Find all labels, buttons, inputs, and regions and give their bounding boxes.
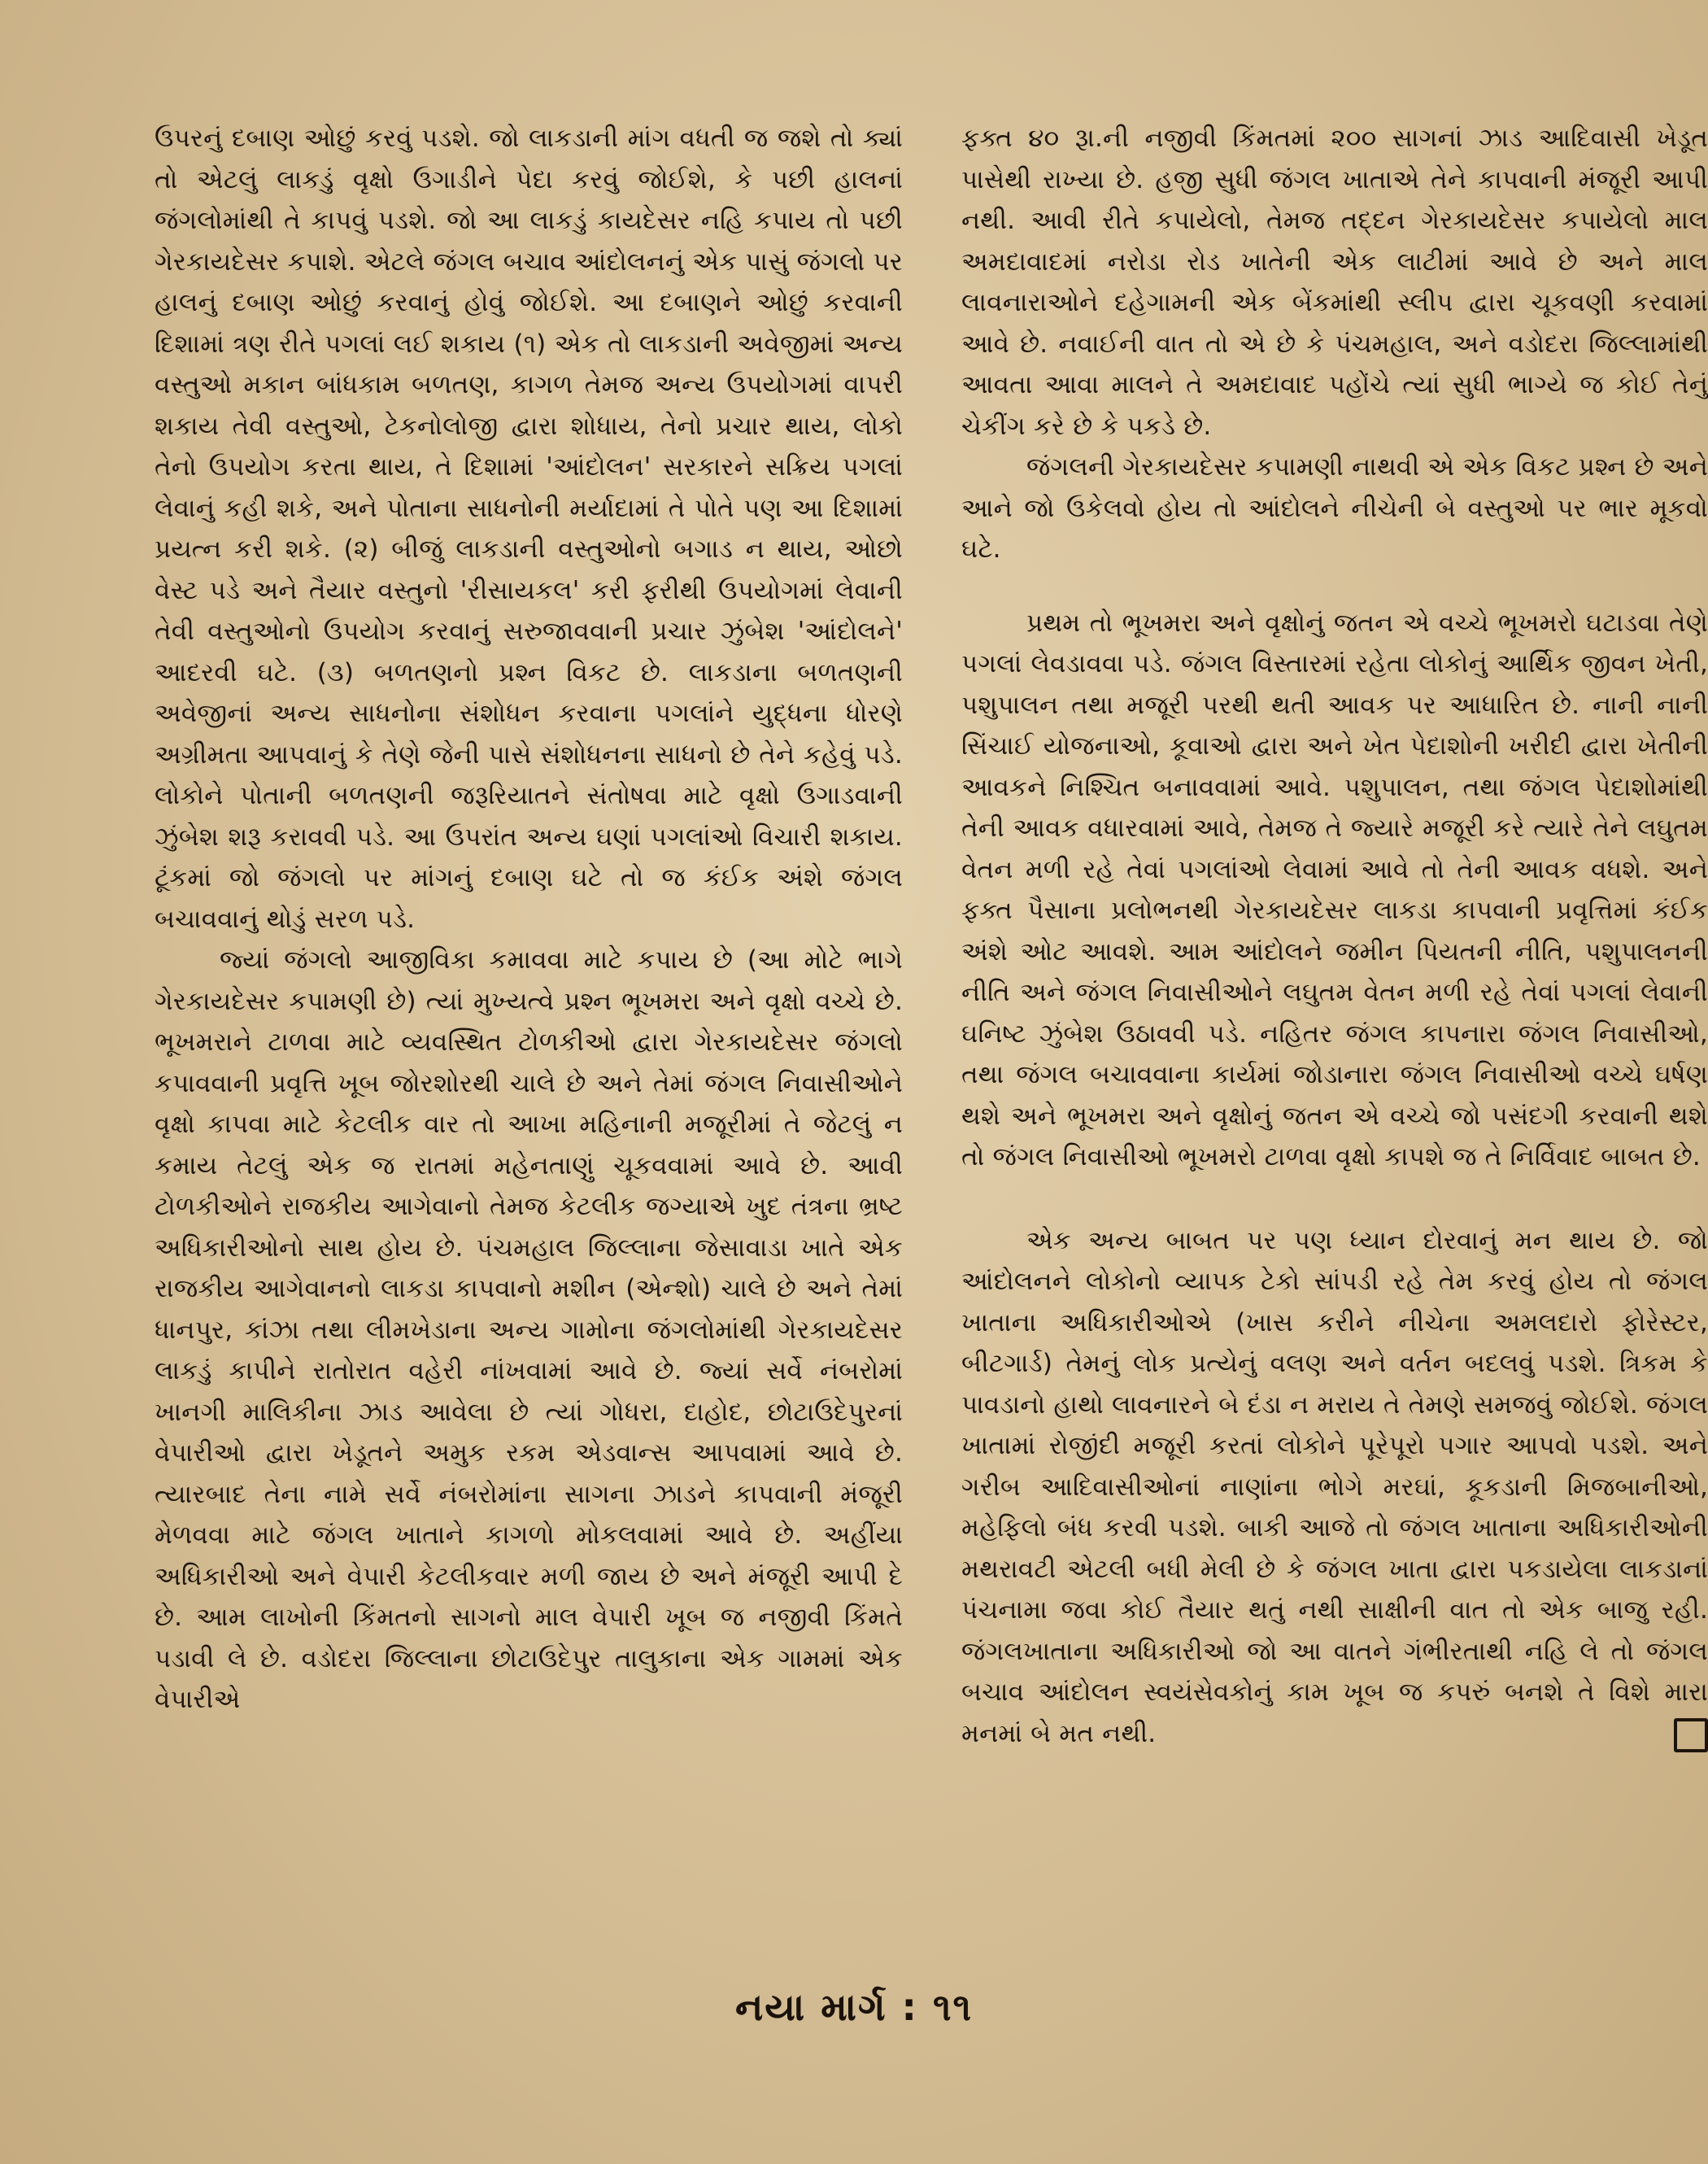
paragraph-gap (961, 570, 1708, 603)
paragraph-gap (961, 1178, 1708, 1220)
right-paragraph-1: ફક્ત ૪૦ રૂા.ની નજીવી કિંમતમાં ૨૦૦ સાગનાં ઝાડ આદિવાસી ખેડૂત પાસેથી રાખ્યા છે. હજી સુધી જંગલ ખાતાએ તેને કાપવાની મંજૂરી આપી નથી. આવી રીતે કપાયેલો, તેમજ તદ્દન ગેરકાયદેસર કપાયેલો માલ અમદાવાદમાં નરોડા રોડ ખાતેની એક લાટીમાં આવે છે અને માલ લાવનારાઓને દહેગામની એક બેંકમાંથી સ્લીપ દ્વારા ચૂકવણી કરવામાં આવે છે. નવાઈની વાત તો એ છે કે પંચમહાલ, અને વડોદરા જિલ્લામાંથી આવતા આવા માલને તે અમદાવાદ પહોંચે ત્યાં સુધી ભાગ્યે જ કોઈ તેનું ચેકીંગ કરે છે કે પકડે છે. (961, 124, 1708, 441)
right-paragraph-2: જંગલની ગેરકાયદેસર કપામણી નાથવી એ એક વિકટ પ્રશ્ન છે અને આને જો ઉકેલવો હોય તો આંદોલને નીચેની બે વસ્તુઓ પર ભાર મૂકવો ઘટે. (961, 452, 1708, 564)
right-paragraph-4 (961, 1220, 1708, 1755)
right-column (961, 118, 1708, 1754)
left-paragraph-2: જ્યાં જંગલો આજીવિકા કમાવવા માટે કપાય છે (આ મોટે ભાગે ગેરકાયદેસર કપામણી છે) ત્યાં મુખ્યત્વે પ્રશ્ન ભૂખમરા અને વૃક્ષો વચ્ચે છે. ભૂખમરાને ટાળવા માટે વ્યવસ્થિત ટોળકીઓ દ્વારા ગેરકાયદેસર જંગલો કપાવવાની પ્રવૃત્તિ ખૂબ જોરશોરથી ચાલે છે અને તેમાં જંગલ નિવાસીઓને વૃક્ષો કાપવા માટે કેટલીક વાર તો આખા મહિનાની મજૂરીમાં તે જેટલું ન કમાય તેટલું એક જ રાતમાં મહેનતાણું ચૂકવવામાં આવે છે. આવી ટોળકીઓને રાજકીય આગેવાનો તેમજ કેટલીક જગ્યાએ ખુદ તંત્રના ભ્રષ્ટ અધિકારીઓનો સાથ હોય છે. પંચમહાલ જિલ્લાના જેસાવાડા ખાતે એક રાજકીય આગેવાનનો લાકડા કાપવાનો મશીન (એન્શો) ચાલે છે અને તેમાં ધાનપુર, કાંઝા તથા લીમખેડાના અન્ય ગામોના જંગલોમાંથી ગેરકાયદેસર લાકડું કાપીને રાતોરાત વહેરી નાંખવામાં આવે છે. જ્યાં સર્વે નંબરોમાં ખાનગી માલિકીના ઝાડ આવેલા છે ત્યાં ગોધરા, દાહોદ, છોટાઉદેપુરનાં વેપારીઓ દ્વારા ખેડૂતને અમુક રકમ એડવાન્સ આપવામાં આવે છે. ત્યારબાદ તેના નામે સર્વે નંબરોમાંના સાગના ઝાડને કાપવાની મંજૂરી મેળવવા માટે જંગલ ખાતાને કાગળો મોકલવામાં આવે છે. અહીંયા અધિકારીઓ અને વેપારી કેટલીકવાર મળી જાય છે અને મંજૂરી આપી દે છે. આમ લાખોની કિંમતનો સાગનો માલ વેપારી ખૂબ જ નજીવી કિંમતે પડાવી લે છે. વડોદરા જિલ્લાના છોટાઉદેપુર તાલુકાના એક ગામમાં એક વેપારીએ (155, 945, 903, 1714)
end-of-article-icon (1674, 1718, 1708, 1752)
left-paragraph-1: ઉપરનું દબાણ ઓછું કરવું પડશે. જો લાકડાની માંગ વધતી જ જશે તો ક્યાં તો એટલું લાકડું વૃક્ષો ઉગાડીને પેદા કરવું જોઈશે, કે પછી હાલનાં જંગલોમાંથી તે કાપવું પડશે. જો આ લાકડું કાયદેસર નહિ કપાય તો પછી ગેરકાયદેસર કપાશે. એટલે જંગલ બચાવ આંદોલનનું એક પાસું જંગલો પર હાલનું દબાણ ઓછું કરવાનું હોવું જોઈશે. આ દબાણને ઓછું કરવાની દિશામાં ત્રણ રીતે પગલાં લઈ શકાય (૧) એક તો લાકડાની અવેજીમાં અન્ય વસ્તુઓ મકાન બાંધકામ બળતણ, કાગળ તેમજ અન્ય ઉપયોગમાં વાપરી શકાય તેવી વસ્તુઓ, ટેકનોલોજી દ્વારા શોધાય, તેનો પ્રચાર થાય, લોકો તેનો ઉપયોગ કરતા થાય, તે દિશામાં 'આંદોલન' સરકારને સક્રિય પગલાં લેવાનું કહી શકે, અને પોતાના સાધનોની મર્યાદામાં તે પોતે પણ આ દિશામાં પ્રયત્ન કરી શકે. (૨) બીજું લાકડાની વસ્તુઓનો બગાડ ન થાય, ઓછો વેસ્ટ પડે અને તૈયાર વસ્તુનો 'રીસાયકલ' કરી ફરીથી ઉપયોગમાં લેવાની તેવી વસ્તુઓનો ઉપયોગ કરવાનું સરુજાવવાની પ્રચાર ઝુંબેશ 'આંદોલને' આદરવી ઘટે. (૩) બળતણનો પ્રશ્ન વિકટ છે. લાકડાના બળતણની અવેજીનાં અન્ય સાધનોના સંશોધન કરવાના પગલાંને યુદ્ધના ધોરણે અગ્રીમતા આપવાનું કે તેણે જેની પાસે સંશોધનના સાધનો છે તેને કહેવું પડે. લોકોને પોતાની બળતણની જરૂરિયાતને સંતોષવા માટે વૃક્ષો ઉગાડવાની ઝુંબેશ શરૂ કરાવવી પડે. આ ઉપરાંત અન્ય ઘણાં પગલાંઓ વિચારી શકાય. ટૂંકમાં જો જંગલો પર માંગનું દબાણ ઘટે તો જ કંઈક અંશે જંગલ બચાવવાનું થોડું સરળ પડે. (155, 124, 903, 934)
right-paragraph-4-text: એક અન્ય બાબત પર પણ ધ્યાન દોરવાનું મન થાય છે. જો આંદોલનને લોકોનો વ્યાપક ટેકો સાંપડી રહે તેમ કરવું હોય તો જંગલ ખાતાના અધિકારીઓએ (ખાસ કરીને નીચેના અમલદારો ફોરેસ્ટર, બીટગાર્ડ) તેમનું લોક પ્રત્યેનું વલણ અને વર્તન બદલવું પડશે. ત્રિકમ કે પાવડાનો હાથો લાવનારને બે દંડા ન મરાય તે તેમણે સમજવું જોઈશે. જંગલ ખાતામાં રોજીંદી મજૂરી કરતાં લોકોને પૂરેપૂરો પગાર આપવો પડશે. અને ગરીબ આદિવાસીઓનાં નાણાંના ભોગે મરઘાં, કૂકડાની મિજબાનીઓ, મહેફિલો બંધ કરવી પડશે. બાકી આજે તો જંગલ ખાતાના અધિકારીઓની મથરાવટી એટલી બધી મેલી છે કે જંગલ ખાતા દ્વારા પકડાયેલા લાકડાનાં પંચનામા જવા કોઈ તૈયાર થતું નથી સાક્ષીની વાત તો એક બાજુ રહી. જંગલખાતાના અધિકારીઓ જો આ વાતને ગંભીરતાથી નહિ લે તો જંગલ બચાવ આંદોલન સ્વયંસેવકોનું કામ ખૂબ જ કપરું બનશે તે વિશે મારા મનમાં બે મત નથી. (961, 1225, 1708, 1748)
right-paragraph-3: પ્રથમ તો ભૂખમરા અને વૃક્ષોનું જતન એ વચ્ચે ભૂખમરો ઘટાડવા તેણે પગલાં લેવડાવવા પડે. જંગલ વિસ્તારમાં રહેતા લોકોનું આર્થિક જીવન ખેતી, પશુપાલન તથા મજૂરી પરથી થતી આવક પર આધારિત છે. નાની નાની સિંચાઈ યોજનાઓ, કૂવાઓ દ્વારા અને ખેત પેદાશોની ખરીદી દ્વારા ખેતીની આવકને નિશ્ચિત બનાવવામાં આવે. પશુપાલન, તથા જંગલ પેદાશોમાંથી તેની આવક વધારવામાં આવે, તેમજ તે જ્યારે મજૂરી કરે ત્યારે તેને લઘુતમ વેતન મળી રહે તેવાં પગલાંઓ લેવામાં આવે તો તેની આવક વધશે. અને ફક્ત પૈસાના પ્રલોભનથી ગેરકાયદેસર લાકડા કાપવાની પ્રવૃત્તિમાં કંઈક અંશે ઓટ આવશે. આમ આંદોલને જમીન પિયતની નીતિ, પશુપાલનની નીતિ અને જંગલ નિવાસીઓને લઘુતમ વેતન મળી રહે તેવાં પગલાં લેવાની ઘનિષ્ટ ઝુંબેશ ઉઠાવવી પડે. નહિતર જંગલ કાપનારા જંગલ નિવાસીઓ, તથા જંગલ બચાવવાના કાર્યમાં જોડાનારા જંગલ નિવાસીઓ વચ્ચે ઘર્ષણ થશે અને ભૂખમરા અને વૃક્ષોનું જતન એ વચ્ચે જો પસંદગી કરવાની થશે તો જંગલ નિવાસીઓ ભૂખમરો ટાળવા વૃક્ષો કાપશે જ તે નિર્વિવાદ બાબત છે. (961, 608, 1708, 1171)
left-column (155, 118, 903, 1721)
page-footer: નયા માર્ગ : ૧૧ (734, 1985, 974, 2029)
